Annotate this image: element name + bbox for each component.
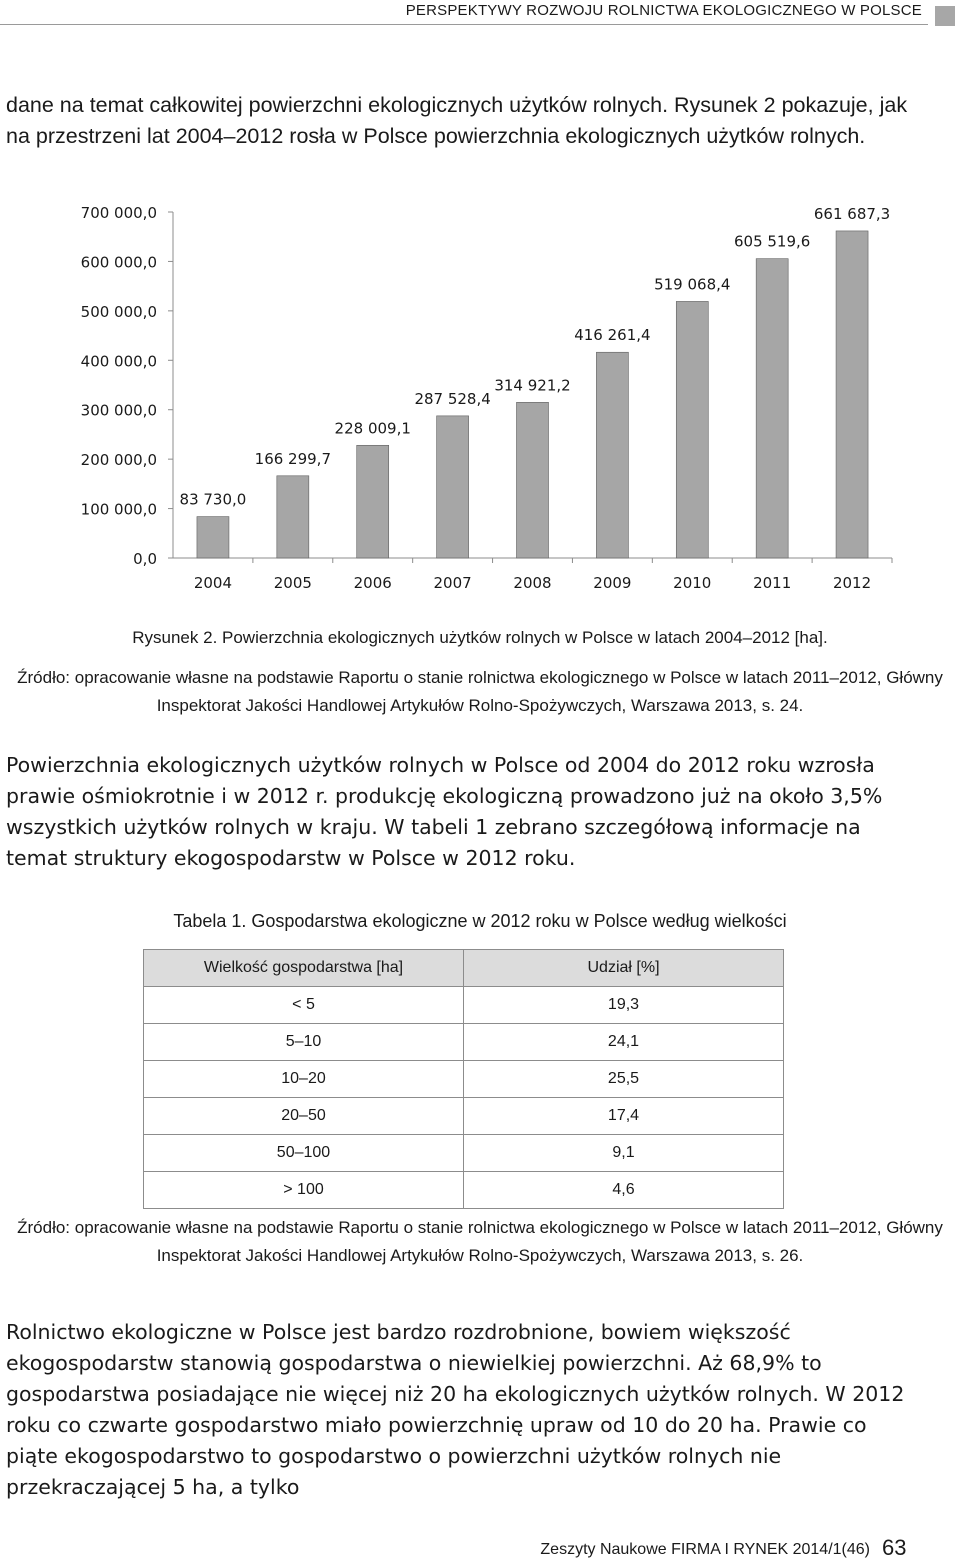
table-source-line-1: Źródło: opracowanie własne na podstawie Raportu o stanie rolnictwa ekologicznego w Polsce w latach 2011–2012, Główny bbox=[17, 1218, 943, 1237]
table-source bbox=[0, 1214, 960, 1270]
x-label-2008: 2008 bbox=[513, 574, 552, 592]
y-tick-label: 300 000,0 bbox=[80, 401, 157, 420]
table-source-line-2: Inspektorat Jakości Handlowej Artykułów Rolno-Spożywczych, Warszawa 2013, s. 26. bbox=[156, 1246, 804, 1265]
bar-2006 bbox=[357, 445, 389, 558]
bar-2012 bbox=[836, 231, 868, 558]
x-label-2009: 2009 bbox=[593, 574, 632, 592]
farm-size-cell: > 100 bbox=[144, 1172, 464, 1209]
farm-size-cell: 10–20 bbox=[144, 1061, 464, 1098]
y-tick-label: 500 000,0 bbox=[80, 302, 157, 321]
table-row bbox=[144, 987, 784, 1024]
y-tick-label: 400 000,0 bbox=[80, 352, 157, 371]
page-number: 63 bbox=[882, 1535, 907, 1560]
share-cell: 24,1 bbox=[464, 1024, 784, 1061]
farm-size-cell: 5–10 bbox=[144, 1024, 464, 1061]
figure-source-line-1: Źródło: opracowanie własne na podstawie Raportu o stanie rolnictwa ekologicznego w Polsce w latach 2011–2012, Główny bbox=[17, 668, 943, 687]
table-row bbox=[144, 1135, 784, 1172]
value-label-2008: 314 921,2 bbox=[494, 376, 571, 395]
table-caption: Tabela 1. Gospodarstwa ekologiczne w 2012 roku w Polsce według wielkości bbox=[173, 911, 787, 931]
header-share: Udział [%] bbox=[464, 950, 784, 987]
y-tick-label: 700 000,0 bbox=[80, 204, 157, 222]
y-tick-label: 100 000,0 bbox=[80, 500, 157, 519]
header-rule bbox=[0, 24, 928, 25]
table-row bbox=[144, 1061, 784, 1098]
table-row bbox=[144, 1024, 784, 1061]
table-header-row bbox=[144, 950, 784, 987]
share-cell: 25,5 bbox=[464, 1061, 784, 1098]
table-row bbox=[144, 1172, 784, 1209]
x-label-2005: 2005 bbox=[273, 574, 312, 592]
value-label-2004: 83 730,0 bbox=[179, 490, 247, 509]
header-marker bbox=[935, 6, 955, 26]
share-cell: 17,4 bbox=[464, 1098, 784, 1135]
closing-paragraph: Rolnictwo ekologiczne w Polsce jest bardzo rozdrobnione, bowiem większość ekogospodarstw stanowią gospodarstwa o niewielkiej powierzchni. Aż 68,9% to gospodarstwa posiadające nie więcej niż 20 ha ekologicznych użytków rolnych. W 2012 roku co czwarte gospodarstwo miało powierzchnię upraw od 10 do 20 ha. Prawie co piąte ekogospodarstwo to gospodarstwo o powierzchni użytków rolnych nie przekraczającej 5 ha, a tylko bbox=[6, 1320, 905, 1499]
x-label-2007: 2007 bbox=[433, 574, 472, 592]
figure-source-line-2: Inspektorat Jakości Handlowej Artykułów Rolno-Spożywczych, Warszawa 2013, s. 24. bbox=[156, 696, 804, 715]
farm-size-cell: 20–50 bbox=[144, 1098, 464, 1135]
farm-size-cell: 50–100 bbox=[144, 1135, 464, 1172]
farm-size-table bbox=[143, 949, 784, 1209]
footer-journal: Zeszyty Naukowe FIRMA I RYNEK 2014/1(46) bbox=[540, 1541, 870, 1558]
figure-caption: Rysunek 2. Powierzchnia ekologicznych użytków rolnych w Polsce w latach 2004–2012 [ha]. bbox=[132, 628, 828, 647]
x-label-2010: 2010 bbox=[673, 574, 712, 592]
value-label-2012: 661 687,3 bbox=[813, 204, 891, 223]
intro-paragraph: dane na temat całkowitej powierzchni ekologicznych użytków rolnych. Rysunek 2 pokazuje, jak na przestrzeni lat 2004–2012 rosła w Polsce powierzchnia ekologicznych użytków rolnych. bbox=[6, 93, 908, 148]
value-label-2010: 519 068,4 bbox=[654, 275, 731, 294]
chart-x-labels bbox=[194, 574, 871, 592]
value-label-2011: 605 519,6 bbox=[733, 232, 811, 251]
x-label-2004: 2004 bbox=[193, 574, 233, 592]
chart-bars bbox=[197, 231, 868, 558]
farm-size-cell: < 5 bbox=[144, 987, 464, 1024]
y-tick-label: 200 000,0 bbox=[80, 451, 157, 470]
running-header: PERSPEKTYWY ROZWOJU ROLNICTWA EKOLOGICZNEGO W POLSCE bbox=[405, 2, 922, 19]
bar-2004 bbox=[197, 517, 229, 558]
share-cell: 4,6 bbox=[464, 1172, 784, 1209]
bar-chart bbox=[60, 190, 900, 600]
value-label-2006: 228 009,1 bbox=[334, 419, 411, 438]
bar-2009 bbox=[596, 352, 628, 558]
y-tick-label: 0,0 bbox=[133, 550, 157, 568]
value-label-2009: 416 261,4 bbox=[574, 326, 651, 345]
value-label-2007: 287 528,4 bbox=[414, 389, 491, 408]
table-row bbox=[144, 1098, 784, 1135]
bar-2005 bbox=[277, 476, 309, 558]
x-label-2012: 2012 bbox=[832, 574, 872, 592]
middle-paragraph: Powierzchnia ekologicznych użytków rolnych w Polsce od 2004 do 2012 roku wzrosła prawie ośmiokrotnie i w 2012 r. produkcję ekologiczną prowadzono już na około 3,5% wszystkich użytków rolnych w kraju. W tabeli 1 zebrano szczegółową informacje na temat struktury ekogospodarstw w Polsce w 2012 roku. bbox=[6, 753, 883, 870]
bar-2010 bbox=[676, 301, 708, 558]
figure-source bbox=[0, 664, 960, 720]
share-cell: 9,1 bbox=[464, 1135, 784, 1172]
value-label-2005: 166 299,7 bbox=[254, 449, 332, 468]
share-cell: 19,3 bbox=[464, 987, 784, 1024]
x-label-2011: 2011 bbox=[753, 574, 792, 592]
y-tick-label: 600 000,0 bbox=[80, 253, 157, 272]
bar-2011 bbox=[756, 259, 788, 558]
x-label-2006: 2006 bbox=[353, 574, 392, 592]
bar-2008 bbox=[517, 402, 549, 558]
bar-2007 bbox=[437, 416, 469, 558]
header-farm-size: Wielkość gospodarstwa [ha] bbox=[144, 950, 464, 987]
